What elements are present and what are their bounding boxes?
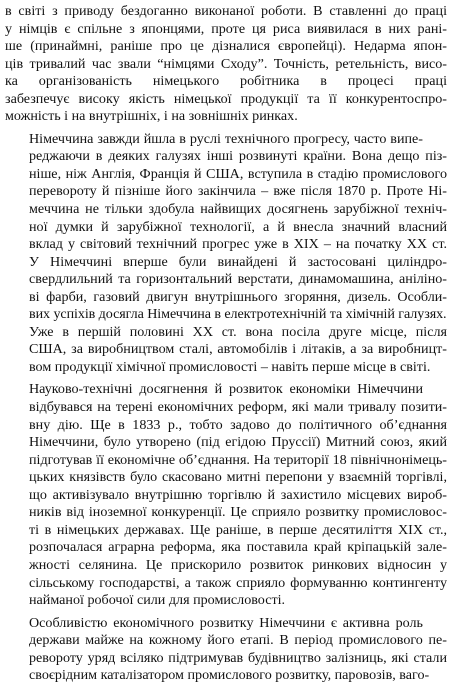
text-line: в світі з приводу бездоганно виконаної роботи. В ставленні до праці: [5, 3, 447, 19]
text-line: ревороту уряд всіляко підтримував будівництво залізниць, які стали: [29, 649, 447, 666]
text-line: ців тривалий час звали “німцями Сходу”. Точність, ретельність, висо-: [5, 55, 447, 72]
text-line: що активізувало внутрішню торгівлю й захистило місцевих вироб-: [29, 486, 447, 503]
text-line: вклад у світовий технічний прогрес уже в XIX – на початку XX ст.: [29, 236, 447, 253]
paragraph: [5, 381, 447, 609]
text-line: ті в німецьких державах. Ще раніше, в перше десятиліття XIX ст.,: [29, 521, 447, 538]
text-line: меччина не тільки здобула найвищих досягнень зарубіжної техніч-: [29, 201, 447, 218]
text-line: цьких князівств було скасовано митні перепони у взаємній торгівлі,: [29, 469, 447, 486]
text-line: ка організованість німецького робітника в процесі праці: [5, 73, 447, 90]
text-line: розпочалася аграрна реформа, яка поставила край кріпацькій зале-: [29, 539, 447, 556]
text-line: Німеччина завжди йшла в руслі технічного прогресу, часто випе-: [29, 130, 423, 147]
text-line: можність і на внутрішніх, і на зовнішніх ринках.: [5, 108, 298, 125]
text-line: Уже в першій половині XX ст. вона посіла друге місце, після: [29, 323, 447, 340]
text-line: у німців є спільне з японцями, проте ця риса виявилася в них рані-: [5, 20, 447, 37]
text-line: вну дію. Ще в 1833 р., тобто задово до політичного об’єднання: [29, 416, 447, 433]
text-line: держави майже на кожному його етапі. В період промислового пе-: [29, 632, 447, 649]
text-line: ві фарби, газовий двигун внутрішнього згоряння, дизель. Особли-: [29, 288, 447, 305]
text-line: найманої робочої сили для промисловості.: [29, 592, 286, 609]
text-line: перевороту й пізніше його закінчила – вже після 1870 р. Проте Ні-: [29, 183, 447, 200]
text-line: США, за виробництвом сталі, автомобілів і літаків, а за виробницт-: [29, 341, 447, 358]
document-body: [5, 3, 447, 685]
text-line: вих успіхів досягла Німеччина в електротехнічній та хімічній галузях.: [29, 306, 447, 323]
paragraph: [5, 3, 447, 126]
paragraph: [5, 615, 447, 685]
text-line: Особливістю економічного розвитку Німеччини є активна роль: [29, 614, 423, 631]
text-line: Німеччини, було утворено (під егідою Пруссії) Митний союз, який: [29, 434, 447, 451]
text-line: підготував її економічне об’єднання. На території 18 північнонімець-: [29, 451, 447, 468]
text-line: ше (принаймні, раніше про це дізналися європейці). Недарма япон-: [5, 38, 447, 55]
text-line: реджаючи в деяких галузях інші розвинуті країни. Вона дещо піз-: [29, 148, 447, 165]
text-line: свердлильний та горизонтальний верстати, динамомашина, аніліно-: [29, 271, 447, 288]
text-line: вом продукції хімічної промисловості – навіть перше місце в світі.: [29, 358, 431, 375]
text-line: відбувався на терені економічних реформ, які мали тривалу позити-: [29, 399, 447, 416]
paragraph: [5, 131, 447, 377]
text-line: забезпечує високу якість німецької продукції та її конкурентоспро-: [5, 90, 447, 107]
text-line: своєрідним каталізатором промислового розвитку, паровозів, ваго-: [29, 667, 430, 684]
text-line: Науково-технічні досягнення й розвиток економіки Німеччини: [29, 381, 423, 398]
text-line: жності селянина. Це прискорило розвиток ринкових відносин у: [29, 556, 447, 573]
text-line: ніше, ніж Англія, Франція й США, вступила в стадію промислового: [29, 165, 447, 182]
text-line: сільському господарстві, а також сприяло формуванню контингенту: [29, 574, 447, 591]
text-line: ної думки й зарубіжної технології, а й внесла значний власний: [29, 218, 447, 235]
text-line: ників від іноземної конкуренції. Це сприяло розвитку промисловос-: [29, 504, 447, 521]
text-line: У Німеччині вперше були винайдені й застосовані циліндро-: [29, 253, 447, 270]
